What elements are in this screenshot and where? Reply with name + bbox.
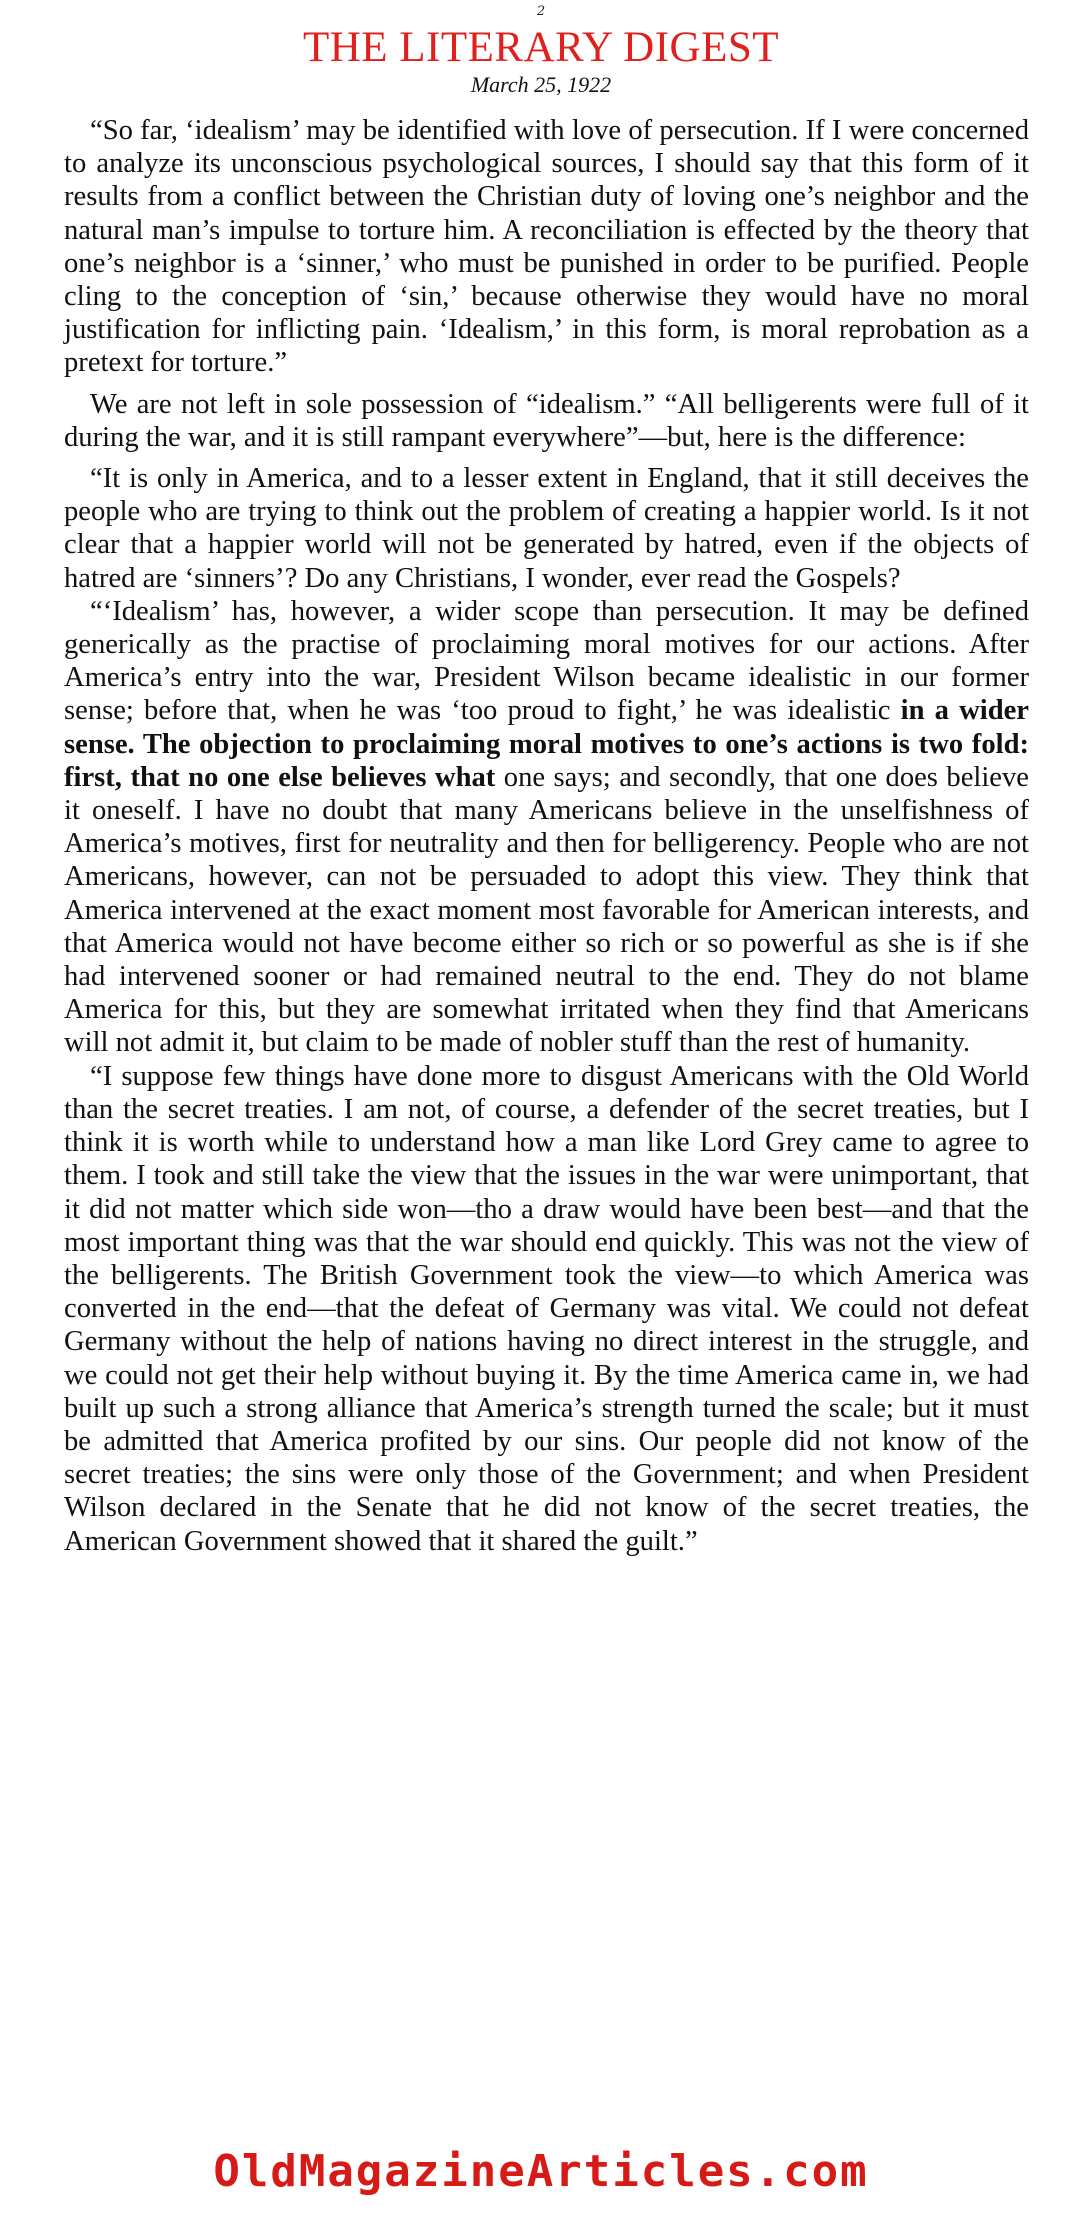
article-body: [64, 114, 1029, 1558]
site-watermark: OldMagazineArticles.com: [213, 2146, 869, 2197]
paragraph-idealism-scope-bold: in a wider sense. The objection to proclaiming moral motives to one’s actions is two fold: first, that no one else believes what: [64, 695, 1029, 793]
paragraph-idealism-scope: [64, 595, 1029, 1060]
paragraph-america-england: “It is only in America, and to a lesser extent in England, that it still deceives the people who are trying to think out the problem of creating a happier world. Is it not clear that a happier world will not be generated by hatred, even if the objects of hatred are ‘sinners’? Do any Christians, I wonder, ever read the Gospels?: [64, 463, 1029, 594]
page-number: 2: [536, 4, 546, 19]
masthead-title: THE LITERARY DIGEST: [302, 24, 780, 71]
paragraph-persecution: “So far, ‘idealism’ may be identified with love of persecution. If I were concerned to analyze its unconscious psychological sources, I should say that this form of it results from a conflict between the Christian duty of loving one’s neighbor and the natural man’s impulse to torture him. A reconciliation is effected by the theory that one’s neighbor is a ‘sinner,’ who must be punished in order to be purified. People cling to the conception of ‘sin,’ because otherwise they would have no moral justification for inflicting pain. ‘Idealism,’ in this form, is moral reprobation as a pretext for torture.”: [64, 115, 1029, 379]
paragraph-difference: We are not left in sole possession of “idealism.” “All belligerents were full of it during the war, and it is still rampant everywhere”—but, here is the difference:: [64, 388, 1029, 453]
paragraph-idealism-scope-intro: “‘Idealism’ has, however, a wider scope than persecution. It may be defined generically as the practise of proclaiming moral motives for our actions. After America’s entry into the war, President Wilson became idealistic in our former sense; before that, when he was ‘too proud to fight,’ he was idealistic: [64, 595, 1029, 727]
issue-date: March 25, 1922: [470, 72, 612, 97]
paragraph-secret-treaties: “I suppose few things have done more to disgust Americans with the Old World than the secret treaties. I am not, of course, a defender of the secret treaties, but I think it is worth while to understand how a man like Lord Grey came to agree to them. I took and still take the view that the issues in the war were unimportant, that it did not matter which side won—tho a draw would have been best—and that the most important thing was that the war should end quickly. This was not the view of the belligerents. The British Government took the view—to which America was converted in the end—that the defeat of Germany was vital. We could not defeat Germany without the help of nations having no direct interest in the struggle, and we could not get their help without buying it. By the time America came in, we had built up such a strong alliance that America’s strength turned the scale; but it must be admitted that America profited by our sins. Our people did not know of the secret treaties; the sins were only those of the Government; and when President Wilson declared in the Senate that he did not know of the secret treaties, the American Government showed that it shared the guilt.”: [64, 1060, 1029, 1557]
paragraph-idealism-scope-rest: one says; and secondly, that one does believe it oneself. I have no doubt that many Americans believe in the unselfishness of America’s motives, first for neutrality and then for belligerency. People who are not Americans, however, can not be persuaded to adopt this view. They think that America intervened at the exact moment most favorable for American interests, and that America would not have become either so rich or so powerful as she is if she had intervened sooner or had remained neutral to the end. They do not blame America for this, but they are somewhat irritated when they find that Americans will not admit it, but claim to be made of nobler stuff than the rest of humanity.: [64, 761, 1029, 1059]
